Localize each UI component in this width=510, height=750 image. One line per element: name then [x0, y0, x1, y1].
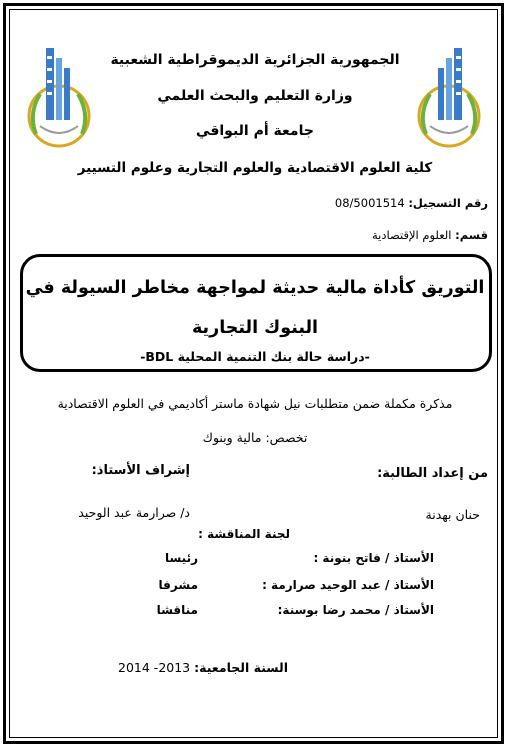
specialization-value: مالية وبنوك [202, 430, 262, 445]
supervisor-name: د/ صرارمة عبد الوحيد [78, 505, 190, 520]
department-value: العلوم الإقتصادية [372, 228, 452, 242]
memo-statement: مذكرة مكملة ضمن متطلبات نيل شهادة ماستر أكاديمي في العلوم الاقتصادية [57, 396, 453, 411]
thesis-subtitle: -دراسة حالة بنك التنمية المحلية BDL- [140, 349, 370, 364]
committee-member-1-name: الأستاذ / فاتح بنونة : [313, 551, 434, 565]
registration-label: رقم التسجيل: [408, 196, 488, 210]
committee-member-3-role: مناقشا [156, 603, 198, 617]
supervisor-label: إشراف الأستاذ: [91, 463, 190, 478]
committee-title: لجنة المناقشة : [198, 527, 290, 541]
republic-name: الجمهورية الجزائرية الديموقراطية الشعبية [110, 52, 400, 68]
academic-year-value: 2013- 2014 [118, 660, 191, 675]
committee-member-1-role: رئيسا [164, 551, 198, 565]
faculty-name: كلية العلوم الاقتصادية والعلوم التجارية وعلوم التسيير [77, 160, 433, 176]
department-label: قسم: [455, 228, 488, 242]
registration-number [335, 196, 488, 210]
ministry-name: وزارة التعليم والبحث العلمي [157, 88, 353, 104]
university-name: جامعة أم البواقي [196, 123, 314, 139]
specialization-label: تخصص: [265, 430, 308, 445]
student-name: حنان بهدنة [425, 507, 480, 522]
registration-value: 08/5001514 [334, 196, 405, 210]
committee-member-2-role: مشرفا [158, 578, 198, 592]
department [372, 228, 488, 242]
thesis-title-line2: البنوك التجارية [191, 318, 319, 338]
thesis-title-line1: التوريق كأداة مالية حديثة لمواجهة مخاطر السيولة في [25, 278, 485, 298]
committee-member-2-name: الأستاذ / عبد الوحيد صرارمة : [262, 578, 434, 592]
student-label: من إعداد الطالبة: [377, 466, 488, 481]
committee-member-3-name: الأستاذ / محمد رضا بوسنة: [277, 603, 434, 617]
academic-year [118, 660, 288, 675]
academic-year-label: السنة الجامعية: [194, 660, 288, 675]
specialization [0, 430, 510, 445]
